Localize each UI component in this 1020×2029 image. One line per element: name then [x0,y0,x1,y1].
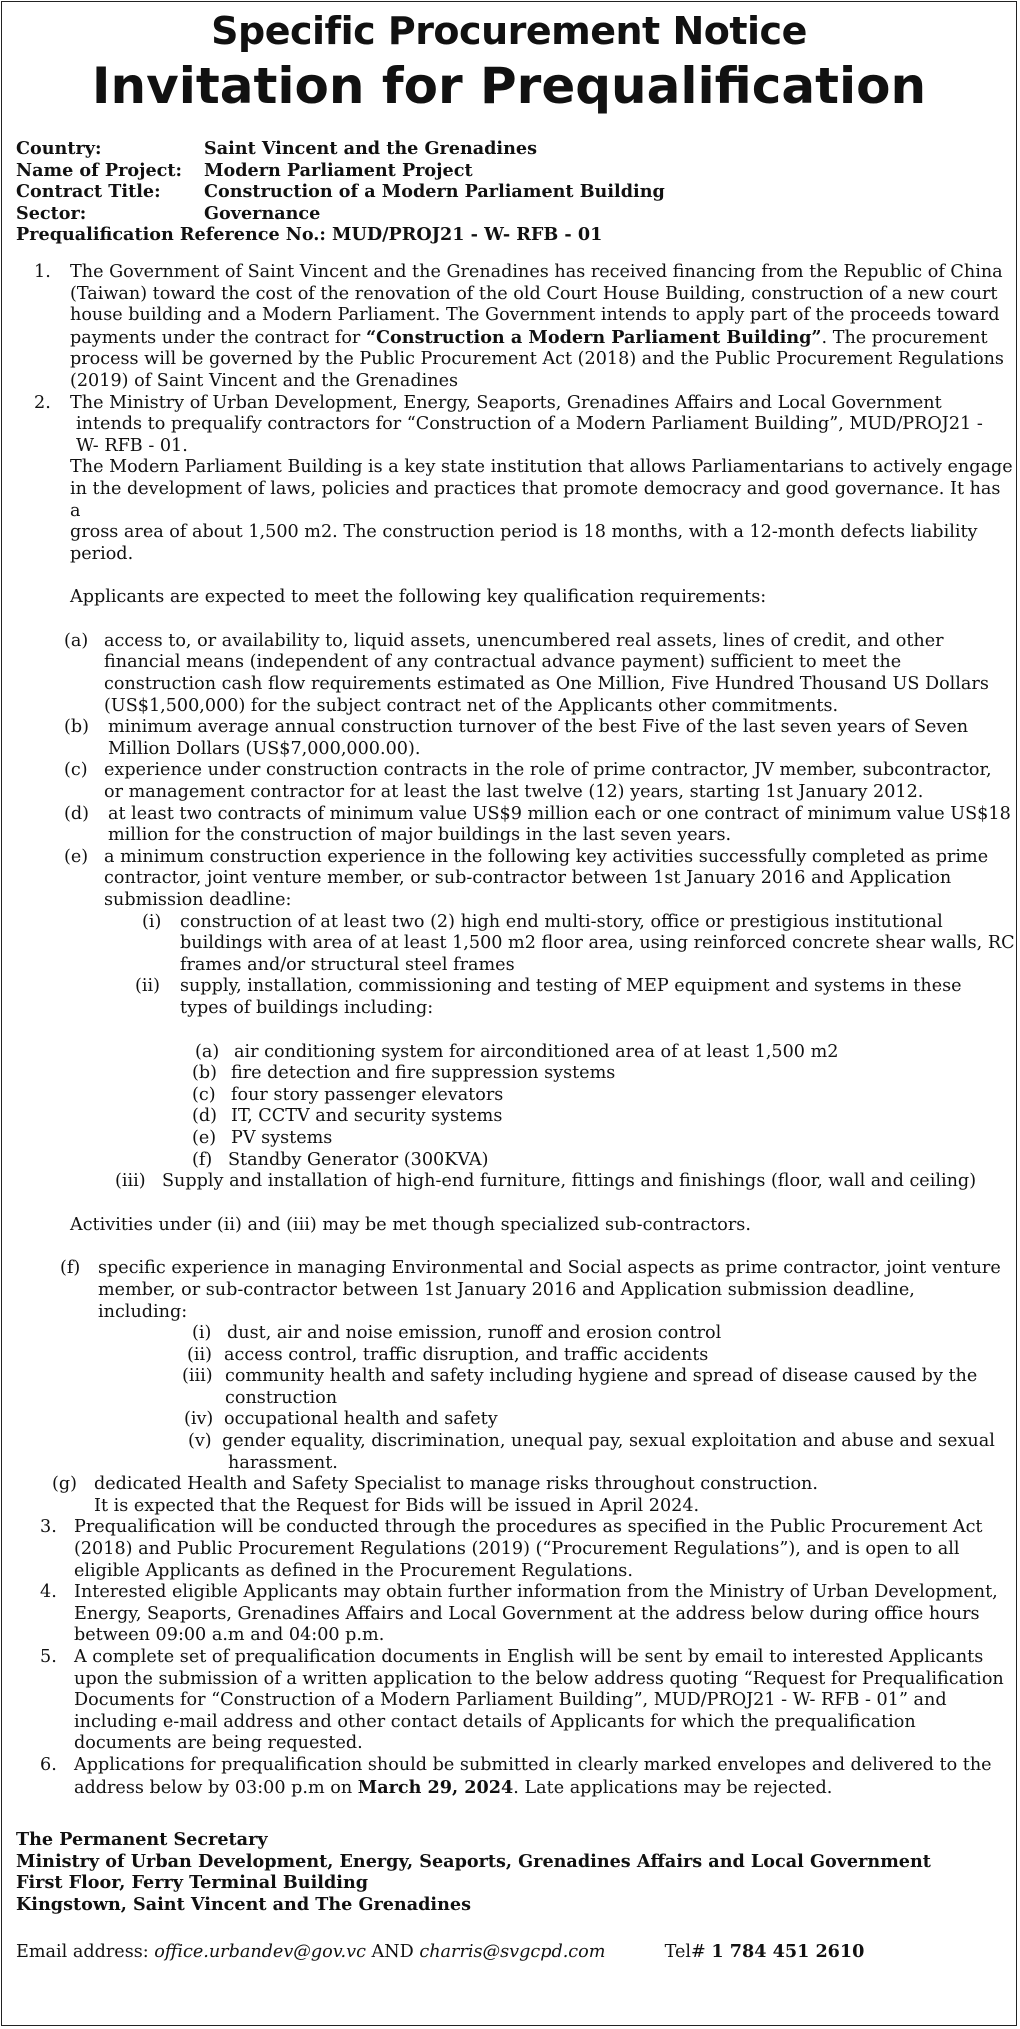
text-span: address below by 03:00 p.m on [74,1777,358,1798]
text-line: documents are being requested. [74,1733,363,1754]
paragraph-5 [2,1647,1016,1755]
text-line: Million Dollars (US$7,000,000.00). [108,738,421,759]
text-line: Documents for “Construction of a Modern Parliament Building”, MUD/PROJ21 - W- RFB - 01” and [74,1690,947,1711]
text-line: or management contractor for at least the last twelve (12) years, starting 1st January 2012. [104,782,924,803]
text-line: community health and safety including hygiene and spread of disease caused by the [225,1366,978,1387]
subitem-e-ii [2,976,1016,1019]
requirement-b [2,717,1016,760]
text-line: minimum average annual construction turnover of the best Five of the last seven years of Seven [108,717,969,738]
item-label: (d) [192,1106,217,1127]
address-line: The Permanent Secretary [16,1829,268,1851]
mep-systems-list [2,1042,1016,1172]
detail-row [16,138,1016,160]
notice-document [1,1,1017,2026]
item-label: (a) [64,630,89,651]
text-line: house building and a Modern Parliament. The Government intends to apply part of the proceeds toward [70,305,1000,326]
text-line: harassment. [228,1452,338,1473]
paragraph-number: 5. [40,1647,57,1667]
detail-value: Governance [204,202,321,224]
text-line: including: [98,1301,188,1322]
text-span: . Late applications may be rejected. [513,1777,833,1798]
text-span: . The procurement [821,327,988,348]
paragraph-number: 2. [34,392,51,413]
item-label: (ii) [135,976,160,997]
es-item [2,1366,1016,1409]
paragraph-number: 1. [34,261,51,282]
item-label: (v) [188,1431,212,1452]
mep-item [2,1150,1016,1172]
item-label: (g) [52,1474,77,1495]
paragraph-number: 6. [40,1754,57,1775]
text-line: (2018) and Public Procurement Regulations (2019) (“Procurement Regulations”), and is open to all [74,1539,960,1560]
text-line: frames and/or structural steel frames [180,954,515,975]
item-label: (b) [64,717,89,738]
activities-note: Activities under (ii) and (iii) may be met though specialized sub-contractors. [70,1214,751,1235]
text-line: a minimum construction experience in the following key activities successfully completed as prime [104,846,989,867]
paragraph-body [70,262,1016,393]
subitem-e-i [2,912,1016,977]
deadline-date: March 29, 2024 [357,1776,514,1798]
text-line: Supply and installation of high-end furniture, fittings and finishings (floor, wall and ceiling) [162,1171,977,1192]
detail-row [16,160,1016,182]
item-label: (a) [195,1041,220,1062]
detail-value: Construction of a Modern Parliament Building [204,181,665,203]
text-line: IT, CCTV and security systems [231,1106,503,1127]
subitem-e-iii [2,1171,1016,1193]
detail-key: Name of Project: [16,159,182,181]
text-line: eligible Applicants as defined in the Procurement Regulations. [74,1560,633,1581]
and-text: AND [371,1941,414,1962]
item-label: (iv) [184,1409,214,1430]
text-line: specific experience in managing Environmental and Social aspects as prime contractor, joint venture [98,1258,1001,1279]
paragraph-6 [2,1755,1016,1799]
contact-line [16,1941,1016,1964]
notice-title: Specific Procurement Notice [211,9,807,53]
es-aspects-list [2,1323,1016,1474]
paragraph-2 [2,393,1016,609]
requirement-f [2,1258,1016,1323]
es-item [2,1409,1016,1431]
item-label: (iii) [115,1171,146,1192]
text-line: (Taiwan) toward the cost of the renovation of the old Court House Building, construction of a new court [70,283,998,304]
address-line: Ministry of Urban Development, Energy, Seaports, Grenadines Affairs and Local Government [16,1850,931,1872]
requirement-e [2,847,1016,912]
text-line: gender equality, discrimination, unequal pay, sexual exploitation and abuse and sexual [222,1431,995,1452]
item-label: (c) [192,1084,216,1105]
email-link-charris[interactable]: charris@svgcpd.com [419,1941,606,1962]
item-label: (b) [192,1063,217,1084]
text-line: (2019) of Saint Vincent and the Grenadines [70,370,459,391]
requirement-a [2,631,1016,717]
detail-key: Country: [16,138,102,159]
mep-item [2,1106,1016,1128]
text-line: The Modern Parliament Building is a key state institution that allows Parliamentarians to actively engage [70,457,1013,478]
text-line: air conditioning system for airconditioned area of at least 1,500 m2 [234,1041,839,1062]
requirement-d [2,804,1016,847]
telephone-number: 1 784 451 2610 [711,1940,865,1962]
paragraph-body [70,393,1016,458]
text-line: upon the submission of a written application to the below address quoting “Request for Prequalification [74,1668,1004,1689]
text-line: at least two contracts of minimum value US$9 million each or one contract of minimum value US$18 [108,803,1011,824]
text-line: types of buildings including: [180,997,434,1018]
text-line: access to, or availability to, liquid assets, unencumbered real assets, lines of credit, and other [104,630,944,651]
text-line: period. [70,543,134,564]
building-description [70,457,1016,565]
detail-row [16,181,1016,203]
submission-address [16,1829,1016,1915]
requirements-intro: Applicants are expected to meet the following key qualification requirements: [70,587,767,608]
mep-item [2,1042,1016,1064]
item-label: (e) [192,1127,217,1148]
text-line: in the development of laws, policies and practices that promote democracy and good governance. It has a [70,478,1001,521]
item-label: (c) [64,760,88,781]
item-label: (f) [192,1149,213,1170]
text-line [70,327,1016,350]
item-label: (iii) [182,1366,213,1387]
text-line: experience under construction contracts in the role of prime contractor, JV member, subcontractor, [104,760,992,781]
text-line: contractor, joint venture member, or sub-contractor between 1st January 2016 and Application [104,868,952,889]
project-details [16,138,1016,246]
text-line: four story passenger elevators [231,1084,504,1105]
text-line: member, or sub-contractor between 1st January 2016 and Application submission deadline, [98,1279,915,1300]
text-line [74,1777,1016,1800]
text-line: Standby Generator (300KVA) [228,1149,489,1170]
text-line: The Government of Saint Vincent and the Grenadines has received financing from the Republic of China [70,261,1003,282]
text-line: dust, air and noise emission, runoff and erosion control [227,1323,722,1344]
item-label: (ii) [187,1344,212,1365]
text-line: supply, installation, commissioning and testing of MEP equipment and systems in these [180,976,962,997]
text-line: gross area of about 1,500 m2. The construction period is 18 months, with a 12-month defects liability [70,522,978,543]
item-label: (i) [142,911,162,932]
detail-value: Saint Vincent and the Grenadines [204,138,538,159]
text-line: A complete set of prequalification documents in English will be sent by email to interested Applicants [74,1647,984,1667]
text-line: access control, traffic disruption, and traffic accidents [224,1344,709,1365]
rfb-note: It is expected that the Request for Bids will be issued in April 2024. [94,1495,700,1516]
text-span: payments under the contract for [70,327,366,348]
text-line: PV systems [231,1127,333,1148]
text-line: construction [225,1387,338,1408]
requirement-c [2,760,1016,803]
text-line: million for the construction of major buildings in the last seven years. [108,825,732,846]
text-line: including e-mail address and other contact details of Applicants for which the prequalification [74,1711,916,1732]
text-line: submission deadline: [104,890,292,910]
text-line: between 09:00 a.m and 04:00 p.m. [74,1625,385,1646]
detail-row [16,203,1016,225]
requirement-g [2,1474,1016,1496]
notice-heading: Invitation for Prequalification [91,57,927,115]
text-line: Prequalification will be conducted through the procedures as specified in the Public Procurement Act [74,1517,983,1538]
text-line: Interested eligible Applicants may obtain further information from the Ministry of Urban Development, [74,1582,998,1603]
paragraph-4 [2,1582,1016,1647]
item-label: (f) [60,1258,81,1279]
item-label: (d) [64,803,89,824]
email-label: Email address: [16,1941,149,1962]
text-line: occupational health and safety [224,1409,498,1430]
text-line: The Ministry of Urban Development, Energy, Seaports, Grenadines Affairs and Local Government [70,392,942,413]
es-item [2,1345,1016,1367]
text-line: intends to prequalify contractors for “Construction of a Modern Parliament Building”, MUD/PROJ21 - [76,414,983,435]
address-line: First Floor, Ferry Terminal Building [16,1872,369,1894]
es-item [2,1323,1016,1345]
text-line: construction cash flow requirements estimated as One Million, Five Hundred Thousand US Dollars [104,674,989,695]
requirements-list [2,631,1016,1193]
address-line: Kingstown, Saint Vincent and The Grenadines [16,1893,471,1915]
detail-key: Sector: [16,202,87,224]
mep-item [2,1063,1016,1085]
email-link-urbandev[interactable]: office.urbandev@gov.vc [154,1941,366,1962]
detail-key: Contract Title: [16,181,161,203]
paragraph-number: 4. [40,1582,57,1603]
paragraph-number: 3. [40,1517,57,1538]
mep-item [2,1085,1016,1107]
detail-value: Modern Parliament Project [204,159,473,181]
contract-name-emphasis: “Construction a Modern Parliament Building” [365,326,822,348]
item-label: (i) [192,1323,212,1344]
text-line: buildings with area of at least 1,500 m2 floor area, using reinforced concrete shear walls, RC [180,933,1015,954]
text-line: (US$1,500,000) for the subject contract net of the Applicants other commitments. [104,695,839,716]
text-line: financial means (independent of any contractual advance payment) sufficient to meet the [104,652,902,673]
item-label: (e) [64,846,89,867]
text-line: process will be governed by the Public Procurement Act (2018) and the Public Procurement Regulations [70,349,1004,370]
tel-label: Tel# [664,1941,706,1962]
text-line: Applications for prequalification should be submitted in clearly marked envelopes and delivered to the [74,1754,992,1775]
text-line: fire detection and fire suppression systems [231,1063,616,1084]
es-item [2,1431,1016,1474]
prequal-reference: Prequalification Reference No.: MUD/PROJ21 - W- RFB - 01 [16,224,603,246]
mep-item [2,1128,1016,1150]
text-line: Energy, Seaports, Grenadines Affairs and Local Government at the address below during office hours [74,1603,980,1624]
text-line: W- RFB - 01. [76,435,188,456]
paragraph-3 [2,1517,1016,1582]
text-line: dedicated Health and Safety Specialist to manage risks throughout construction. [94,1474,818,1495]
paragraph-1 [2,262,1016,393]
text-line: construction of at least two (2) high end multi-story, office or prestigious institutional [180,911,943,932]
